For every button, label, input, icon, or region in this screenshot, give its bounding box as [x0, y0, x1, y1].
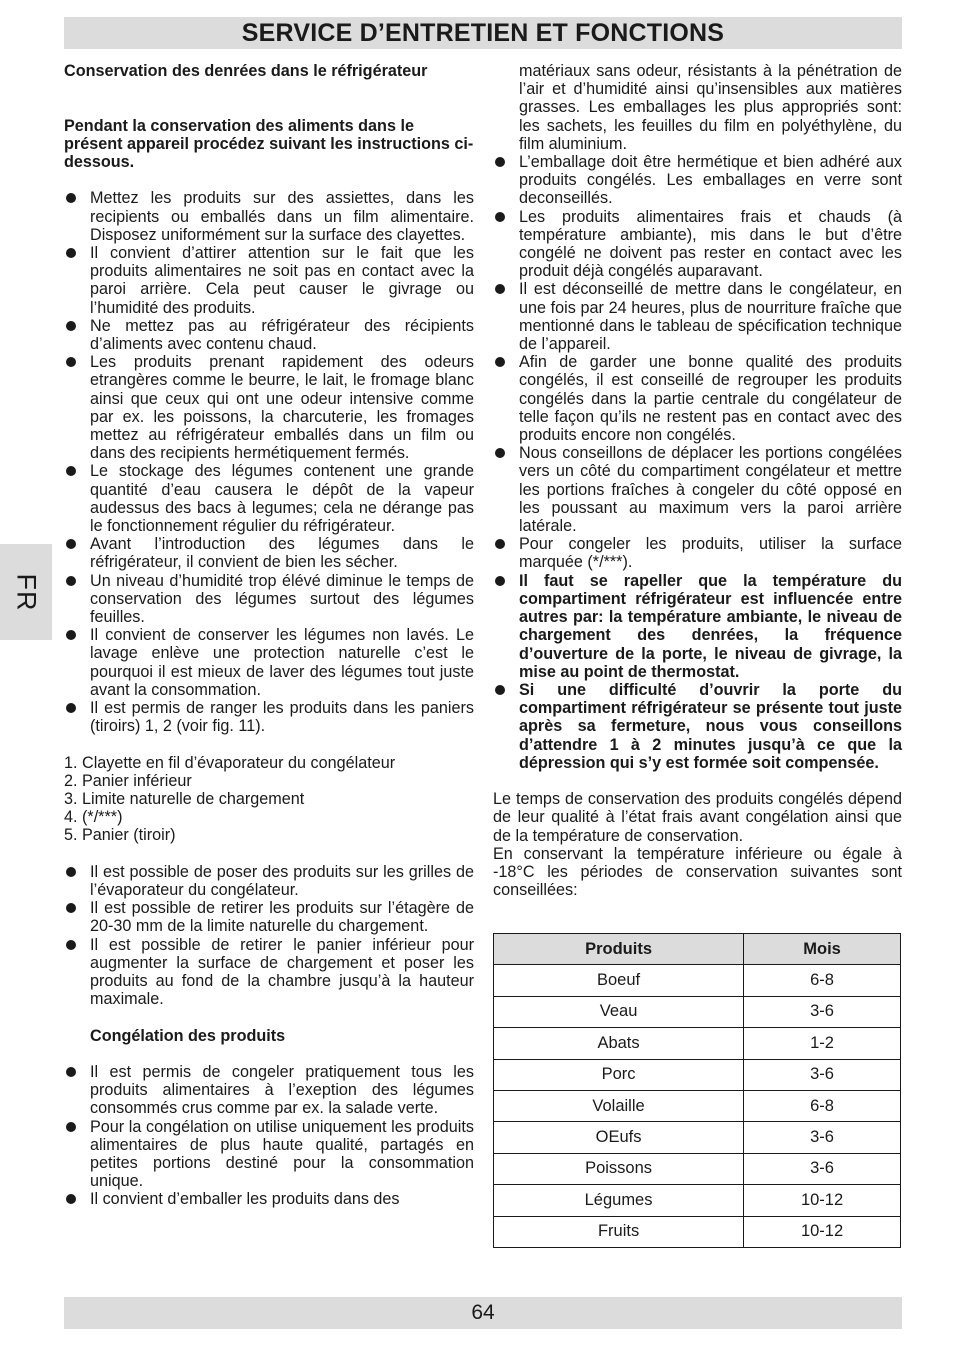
list-item: Il est déconseillé de mettre dans le congélateur, en une fois par 24 heures, plus de nourriture fraîche que mentionné dans le tableau de spécification technique de l’appareil.: [493, 280, 902, 353]
list-item: Pour la congélation on utilise uniquement les produits alimentaires de plus haute qualité, partagés en petites portions destiné pour la consommation unique.: [64, 1118, 474, 1191]
product-cell: Poissons: [494, 1153, 744, 1184]
list-item: Les produits prenant rapidement des odeurs etrangères comme le beurre, le lait, le fromage blanc ainsi que ceux qui ont une odeur intensive comme par ex. les poissons, la charcuterie, les fromages mettez au réfrigérateur emballés dans un film ou dans des recipients hermétiquement fermés.: [64, 353, 474, 462]
product-cell: Abats: [494, 1028, 744, 1059]
column-header-products: Produits: [494, 934, 744, 965]
list-item: Il est permis de ranger les produits dans les paniers (tiroirs) 1, 2 (voir fig. 11).: [64, 699, 474, 735]
table-row: [494, 1153, 901, 1184]
list-item: Afin de garder une bonne qualité des produits congélés, il est conseillé de regrouper les produits congélés dans la partie centrale du congélateur de telle façon qu’ils ne restent pas en contact avec des produits encore non congélés.: [493, 353, 902, 444]
footer-bar: [64, 1297, 902, 1329]
instructions-heading: Pendant la conservation des aliments dans le présent appareil procédez suivant les instructions ci-dessous.: [64, 116, 474, 171]
months-cell: 10-12: [744, 1216, 901, 1247]
figure-legend-list: [64, 754, 474, 845]
list-item: Il est possible de retirer les produits sur l’étagère de 20-30 mm de la limite naturelle du chargement.: [64, 899, 474, 935]
loading-bullet-list: [64, 863, 474, 1009]
continued-paragraph: matériaux sans odeur, résistants à la pénétration de l’air et d’humidité ainsi qu’insensibles aux matières grasses. Les emballages les plus appropriés sont: les sachets, les feuilles du film en polyéthylène, du film aluminium.: [519, 62, 902, 153]
storage-paragraph: Le temps de conservation des produits congélés dépend de leur qualité à l’état frais avant congélation ainsi que de la température de conservation.: [493, 790, 902, 845]
table-header-row: [494, 934, 901, 965]
legend-item: 2. Panier inférieur: [64, 771, 192, 790]
product-cell: Volaille: [494, 1090, 744, 1121]
list-item: Il convient de conserver les légumes non lavés. Le lavage enlève une protection naturelle c’est le pourquoi il est mieux de laver des légumes tout juste avant la consommation.: [64, 626, 474, 699]
list-item: Il est possible de poser des produits sur les grilles de l’évaporateur du congélateur.: [64, 863, 474, 899]
column-header-months: Mois: [744, 934, 901, 965]
packaging-bullet-list: [493, 153, 902, 772]
legend-item: 5. Panier (tiroir): [64, 826, 176, 845]
list-item: Mettez les produits sur des assiettes, dans les recipients ou emballés dans un film alimentaire. Disposez uniformément sur la surface des clayettes.: [64, 189, 474, 244]
list-item: Il est possible de retirer le panier inférieur pour augmenter la surface de chargement et poser les produits au fond de la chambre jusqu’à la hauteur maximale.: [64, 936, 474, 1009]
months-cell: 1-2: [744, 1028, 901, 1059]
legend-item: 1. Clayette en fil d’évaporateur du congélateur: [64, 753, 396, 772]
freezing-bullet-list: [64, 1063, 474, 1209]
refrigerator-bullet-list: [64, 189, 474, 735]
product-cell: Veau: [494, 996, 744, 1027]
page-title: SERVICE D’ENTRETIEN ET FONCTIONS: [241, 18, 725, 47]
language-tab: [0, 544, 52, 640]
left-column: [64, 62, 474, 1209]
months-cell: 6-8: [744, 1090, 901, 1121]
temperature-paragraph: En conservant la température inférieure ou égale à -18°C les périodes de conservation suivantes sont conseillées:: [493, 844, 902, 900]
list-item: Pour congeler les produits, utiliser la surface marquée (*/***).: [493, 535, 902, 571]
months-cell: 3-6: [744, 1122, 901, 1153]
list-item: L’emballage doit être hermétique et bien adhéré aux produits congélés. Les emballages en verre sont deconseillés.: [493, 153, 902, 208]
months-cell: 6-8: [744, 965, 901, 996]
list-item: Il convient d’emballer les produits dans des: [64, 1190, 474, 1208]
product-cell: Boeuf: [494, 965, 744, 996]
months-cell: 3-6: [744, 996, 901, 1027]
header-bar: [64, 17, 902, 49]
months-cell: 3-6: [744, 1059, 901, 1090]
legend-item: 4. (*/***): [64, 808, 123, 827]
table-row: [494, 996, 901, 1027]
legend-item: 3. Limite naturelle de chargement: [64, 790, 305, 809]
product-cell: Porc: [494, 1059, 744, 1090]
list-item: Il est permis de congeler pratiquement tous les produits alimentaires à l’exeption des légumes consommés crus comme par ex. la salade verte.: [64, 1063, 474, 1118]
list-item: Ne mettez pas au réfrigérateur des récipients d’aliments avec contenu chaud.: [64, 317, 474, 353]
table-row: [494, 1028, 901, 1059]
table-row: [494, 1090, 901, 1121]
product-cell: Légumes: [494, 1185, 744, 1216]
months-cell: 3-6: [744, 1153, 901, 1184]
months-cell: 10-12: [744, 1185, 901, 1216]
table-row: [494, 1216, 901, 1247]
product-cell: OEufs: [494, 1122, 744, 1153]
list-item: Nous conseillons de déplacer les portions congélées vers un côté du compartiment congélateur et mettre les portions fraîches à congeler du côté opposé en les poussant au maximum vers la paroi arrière latérale.: [493, 444, 902, 535]
language-label: FR: [11, 573, 42, 611]
table-row: [494, 1122, 901, 1153]
list-item: Si une difficulté d’ouvrir la porte du compartiment réfrigérateur se présente tout juste après sa fermeture, nous vous conseillons d’attendre 1 à 2 minutes jusqu’à ce que la dépression qui s’y est formée soit compensée.: [493, 681, 902, 772]
list-item: Les produits alimentaires frais et chauds (à température ambiante), mis dans le but d’être congélé ne doivent pas rester en contact avec les produit déjà congélés auparavant.: [493, 208, 902, 281]
table-row: [494, 965, 901, 996]
table-row: [494, 1059, 901, 1090]
table-row: [494, 1185, 901, 1216]
section-heading-conservation: Conservation des denrées dans le réfrigérateur: [64, 62, 428, 80]
list-item: Il faut se rapeller que la température du compartiment réfrigérateur est influencée entre autres par: la température ambiante, le niveau de chargement des denrées, la fréquence d’ouverture de la porte, le niveau de givrage, la mise au point de thermostat.: [493, 572, 902, 681]
storage-time-table: [493, 933, 901, 1248]
list-item: Il convient d’attirer attention sur le fait que les produits alimentaires ne soit pas en contact avec la paroi arrière. Cela peut causer le givrage ou l’humidité des produits.: [64, 244, 474, 317]
right-column: [493, 62, 902, 899]
section-heading-freezing: Congélation des produits: [90, 1026, 286, 1045]
list-item: Avant l’introduction des légumes dans le réfrigérateur, il convient de bien les sécher.: [64, 535, 474, 571]
list-item: Le stockage des légumes contenent une grande quantité d’eau causera le dépôt de la vapeur audessus des bacs à legumes; cela ne dérange pas le fonctionnement régulier du réfrigérateur.: [64, 462, 474, 535]
product-cell: Fruits: [494, 1216, 744, 1247]
page-number: 64: [471, 1301, 495, 1324]
list-item: Un niveau d’humidité trop élévé diminue le temps de conservation des légumes surtout des légumes feuilles.: [64, 572, 474, 627]
